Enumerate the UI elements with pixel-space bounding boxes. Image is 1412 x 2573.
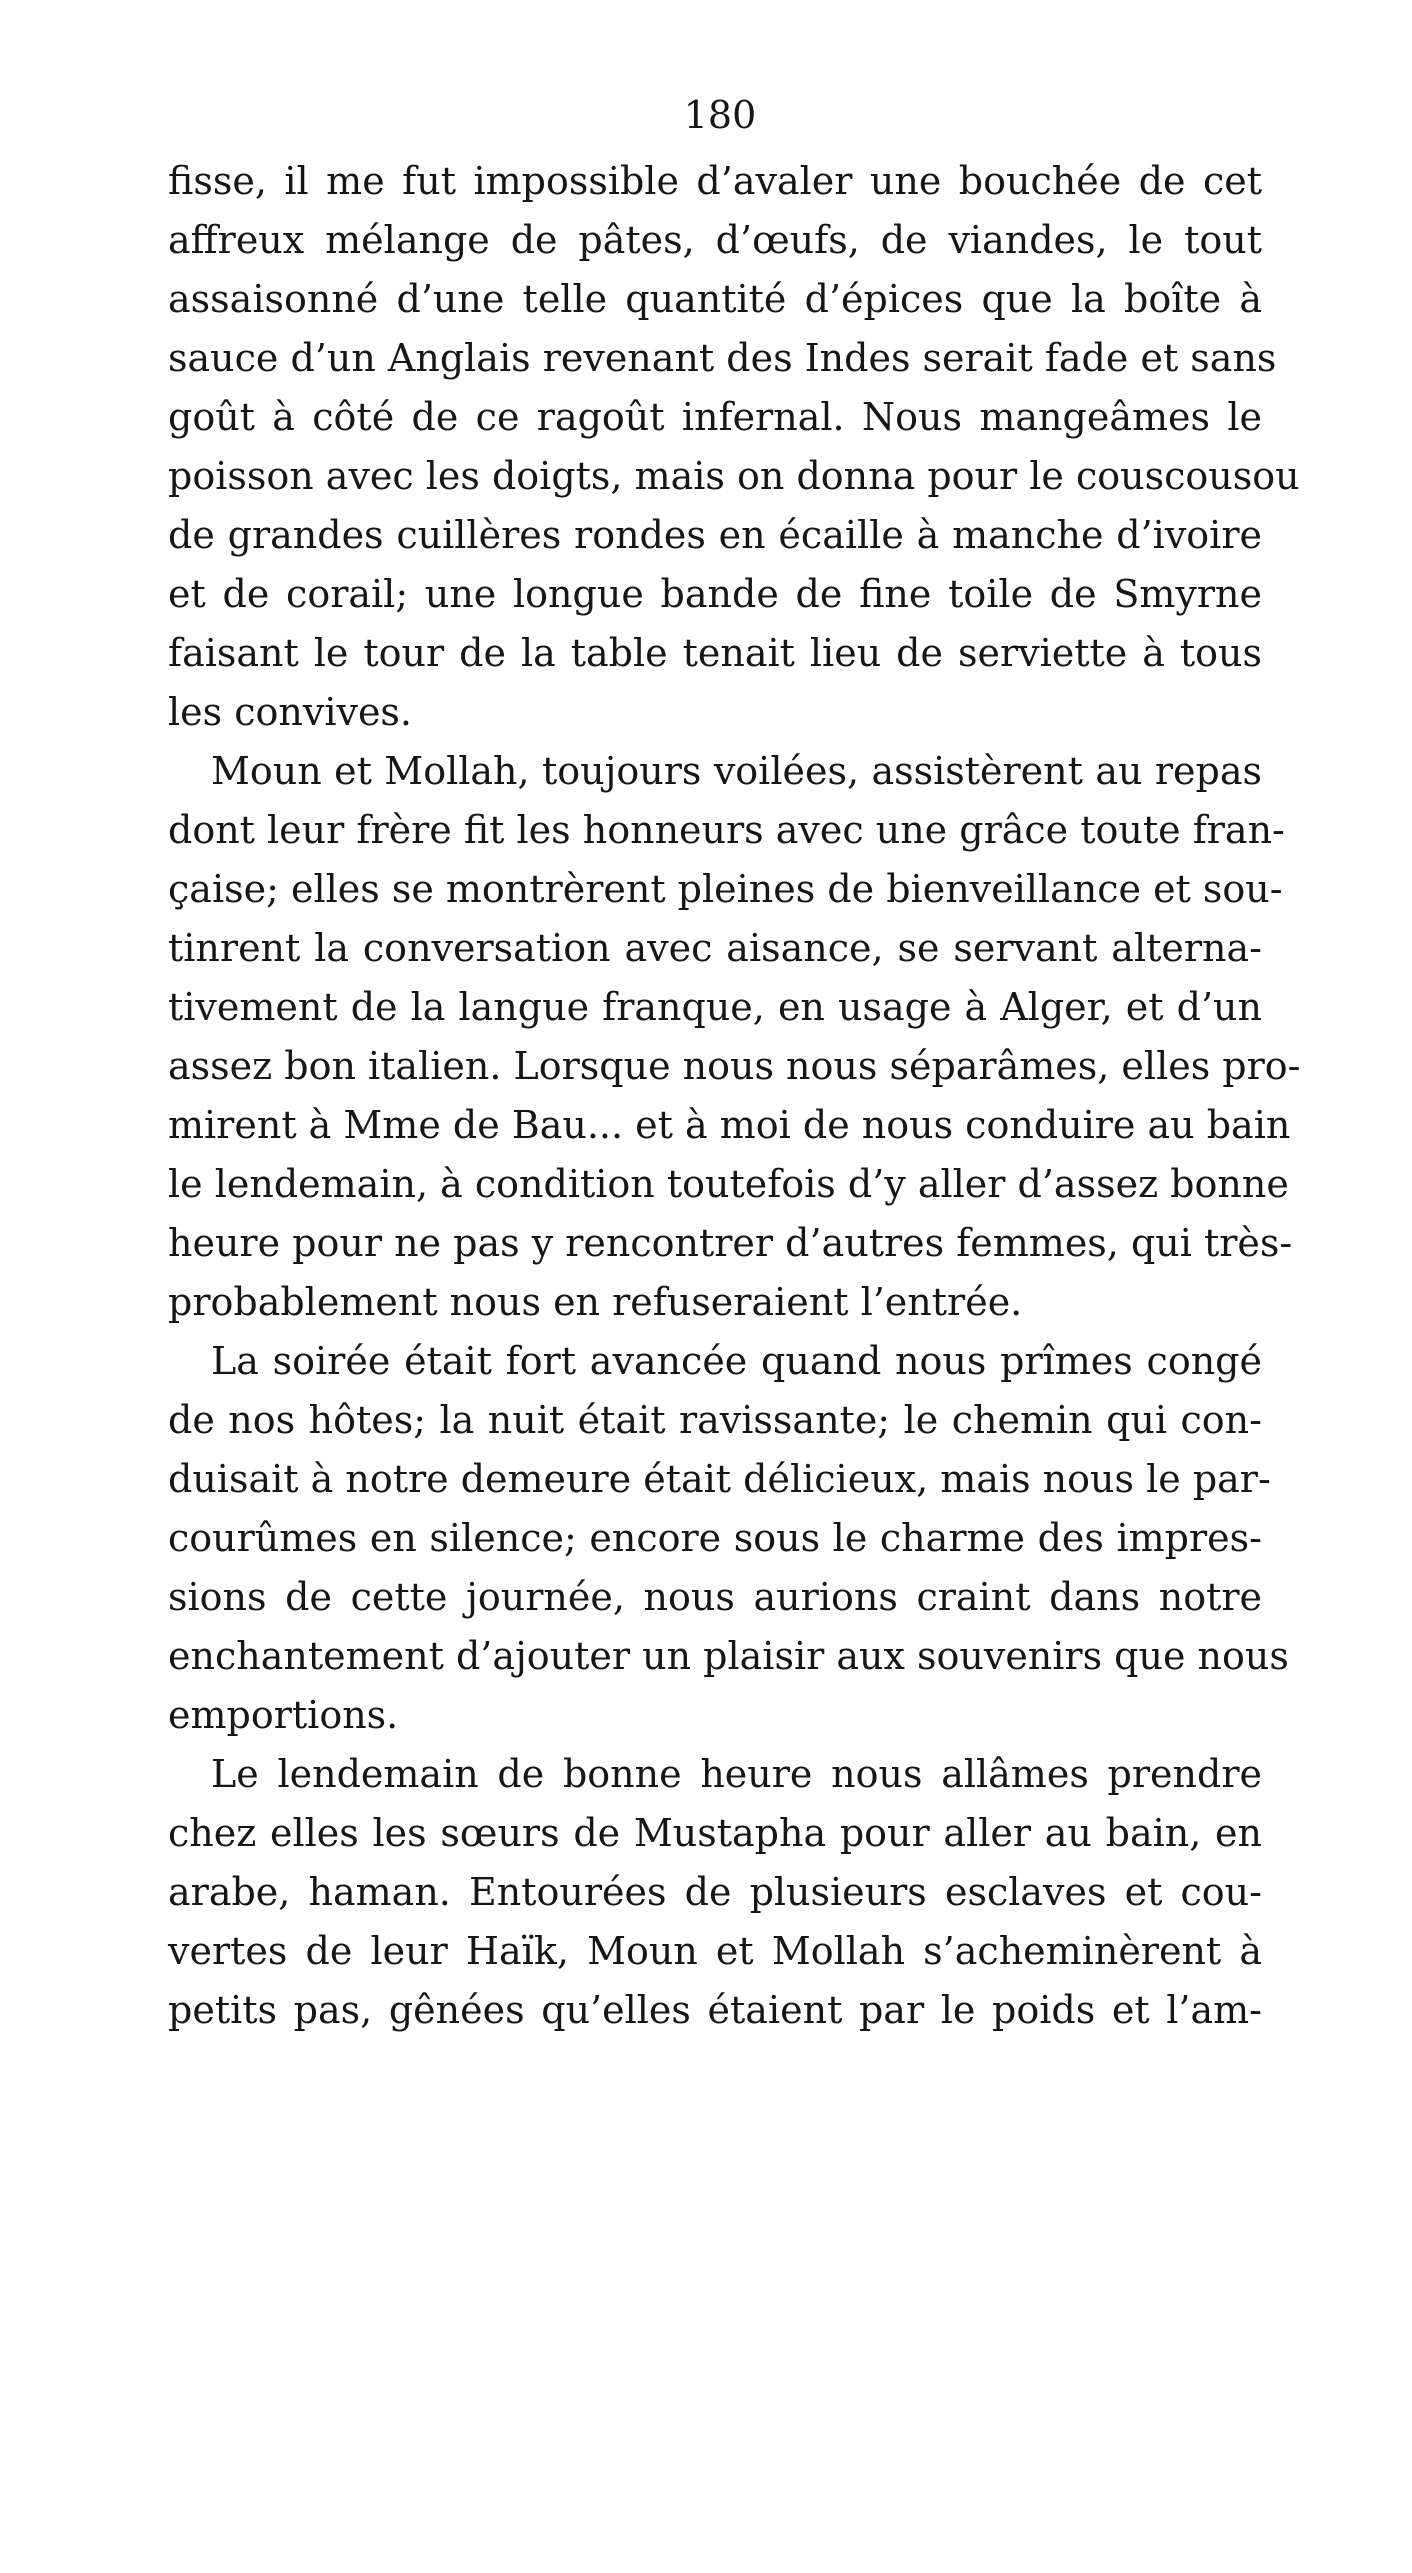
text-line: poisson avec les doigts, mais on donna pour le couscousou bbox=[168, 454, 1300, 498]
text-line: duisait à notre demeure était délicieux, mais nous le par- bbox=[168, 1457, 1271, 1501]
text-line: de grandes cuillères rondes en écaille à manche d’ivoire bbox=[168, 513, 1262, 557]
text-line: mirent à Mme de Bau... et à moi de nous conduire au bain bbox=[168, 1103, 1291, 1147]
text-line: Moun et Mollah, toujours voilées, assistèrent au repas bbox=[211, 749, 1262, 793]
text-line: çaise; elles se montrèrent pleines de bienveillance et sou- bbox=[168, 867, 1283, 911]
body-text bbox=[168, 152, 1301, 2040]
text-line: chez elles les sœurs de Mustapha pour aller au bain, en bbox=[168, 1811, 1262, 1855]
text-line: affreux mélange de pâtes, d’œufs, de viandes, le tout bbox=[168, 218, 1262, 262]
text-line: goût à côté de ce ragoût infernal. Nous mangeâmes le bbox=[168, 395, 1262, 439]
paragraph bbox=[168, 152, 1300, 742]
text-line: emportions. bbox=[168, 1693, 399, 1737]
paragraph bbox=[168, 1332, 1289, 1745]
text-line: fisse, il me fut impossible d’avaler une bouchée de cet bbox=[168, 159, 1262, 203]
text-line: sauce d’un Anglais revenant des Indes serait fade et sans bbox=[168, 336, 1277, 380]
text-line: sions de cette journée, nous aurions craint dans notre bbox=[168, 1575, 1262, 1619]
text-line: La soirée était fort avancée quand nous prîmes congé bbox=[211, 1339, 1262, 1383]
text-line: dont leur frère fit les honneurs avec une grâce toute fran- bbox=[168, 808, 1285, 852]
page-number: 180 bbox=[683, 93, 757, 137]
text-line: tinrent la conversation avec aisance, se servant alterna- bbox=[168, 926, 1262, 970]
text-line: le lendemain, à condition toutefois d’y aller d’assez bonne bbox=[168, 1162, 1289, 1206]
text-line: enchantement d’ajouter un plaisir aux souvenirs que nous bbox=[168, 1634, 1289, 1678]
text-line: petits pas, gênées qu’elles étaient par le poids et l’am- bbox=[168, 1988, 1262, 2032]
text-line: probablement nous en refuseraient l’entrée. bbox=[168, 1280, 1023, 1324]
paragraph bbox=[168, 742, 1301, 1332]
text-line: assaisonné d’une telle quantité d’épices que la boîte à bbox=[168, 277, 1262, 321]
text-line: et de corail; une longue bande de fine toile de Smyrne bbox=[168, 572, 1262, 616]
text-line: faisant le tour de la table tenait lieu de serviette à tous bbox=[168, 631, 1262, 675]
text-line: courûmes en silence; encore sous le charme des impres- bbox=[168, 1516, 1262, 1560]
text-line: assez bon italien. Lorsque nous nous séparâmes, elles pro- bbox=[168, 1044, 1301, 1088]
text-line: tivement de la langue franque, en usage à Alger, et d’un bbox=[168, 985, 1262, 1029]
text-line: Le lendemain de bonne heure nous allâmes prendre bbox=[211, 1752, 1262, 1796]
text-line: arabe, haman. Entourées de plusieurs esclaves et cou- bbox=[168, 1870, 1262, 1914]
text-line: vertes de leur Haïk, Moun et Mollah s’acheminèrent à bbox=[168, 1929, 1262, 1973]
paragraph bbox=[168, 1745, 1262, 2040]
text-line: de nos hôtes; la nuit était ravissante; le chemin qui con- bbox=[168, 1398, 1262, 1442]
text-line: heure pour ne pas y rencontrer d’autres femmes, qui très- bbox=[168, 1221, 1293, 1265]
text-line: les convives. bbox=[168, 690, 413, 734]
